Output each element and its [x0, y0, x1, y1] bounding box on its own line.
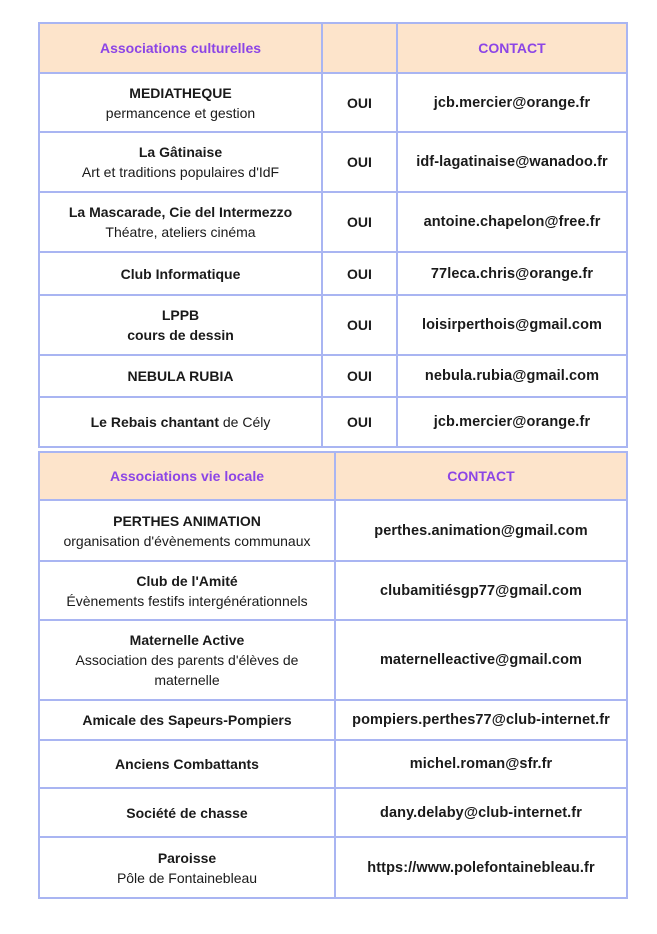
contact-email[interactable]: antoine.chapelon@free.fr [397, 192, 627, 252]
header-contact: CONTACT [335, 452, 627, 500]
association-name: Paroisse [157, 849, 217, 866]
table-row [39, 192, 627, 252]
status-cell: OUI [322, 192, 397, 252]
association-name-suffix: de Cély [219, 414, 271, 430]
association-name: Société de chasse [126, 804, 248, 821]
association-name: MEDIATHEQUE [129, 84, 232, 101]
status-cell: OUI [322, 397, 397, 447]
association-name: Le Rebais chantant [90, 414, 219, 430]
table-row [39, 561, 627, 620]
header-title: Associations culturelles [39, 23, 322, 73]
association-cell [39, 355, 322, 397]
contact-email[interactable]: pompiers.perthes77@club-internet.fr [335, 700, 627, 740]
association-cell [39, 192, 322, 252]
contact-email[interactable]: jcb.mercier@orange.fr [397, 397, 627, 447]
contact-email[interactable]: michel.roman@sfr.fr [335, 740, 627, 788]
contact-email[interactable]: jcb.mercier@orange.fr [397, 73, 627, 132]
association-description: cours de dessin [127, 327, 234, 343]
association-description: Association des parents d'élèves de maternelle [75, 652, 299, 688]
association-description: Théatre, ateliers cinéma [105, 224, 256, 240]
table-row [39, 620, 627, 700]
association-cell [39, 837, 335, 898]
table-row [39, 73, 627, 132]
header-middle [322, 23, 397, 73]
association-name: La Mascarade, Cie del Intermezzo [68, 204, 293, 220]
contact-email[interactable]: loisirperthois@gmail.com [397, 295, 627, 355]
contact-email[interactable]: clubamitiésgp77@gmail.com [335, 561, 627, 620]
culture-associations-table [38, 22, 628, 448]
association-cell [39, 561, 335, 620]
contact-email[interactable]: maternelleactive@gmail.com [335, 620, 627, 700]
table-header-row [39, 23, 627, 73]
association-cell [39, 620, 335, 700]
table-row [39, 295, 627, 355]
association-cell [39, 740, 335, 788]
association-cell [39, 397, 322, 447]
contact-email[interactable]: 77leca.chris@orange.fr [397, 252, 627, 295]
table-row [39, 788, 627, 837]
table-row [39, 740, 627, 788]
association-cell [39, 295, 322, 355]
association-cell [39, 700, 335, 740]
header-contact: CONTACT [397, 23, 627, 73]
table-row [39, 252, 627, 295]
status-cell: OUI [322, 295, 397, 355]
contact-email[interactable]: https://www.polefontainebleau.fr [335, 837, 627, 898]
association-cell [39, 132, 322, 192]
table-row [39, 500, 627, 561]
association-cell [39, 788, 335, 837]
status-cell: OUI [322, 132, 397, 192]
contact-email[interactable]: nebula.rubia@gmail.com [397, 355, 627, 397]
association-name: LPPB [161, 307, 200, 323]
association-name: Maternelle Active [129, 632, 245, 648]
association-description: permancence et gestion [105, 104, 256, 121]
association-cell [39, 73, 322, 132]
association-name: Anciens Combattants [115, 756, 259, 772]
table-row [39, 837, 627, 898]
association-cell [39, 252, 322, 295]
status-cell: OUI [322, 355, 397, 397]
association-name: Club Informatique [120, 265, 241, 282]
association-name: Amicale des Sapeurs-Pompiers [82, 712, 292, 728]
association-description: Pôle de Fontainebleau [116, 869, 258, 886]
status-cell: OUI [322, 73, 397, 132]
association-name: NEBULA RUBIA [127, 368, 234, 384]
table-header-row [39, 452, 627, 500]
association-cell [39, 500, 335, 561]
association-description: Évènements festifs intergénérationnels [66, 592, 308, 609]
association-name: Club de l'Amité [136, 572, 238, 589]
status-cell: OUI [322, 252, 397, 295]
association-name: PERTHES ANIMATION [113, 512, 261, 529]
table-row [39, 700, 627, 740]
local-associations-table [38, 451, 628, 899]
contact-email[interactable]: perthes.animation@gmail.com [335, 500, 627, 561]
header-title: Associations vie locale [39, 452, 335, 500]
table-row [39, 132, 627, 192]
contact-email[interactable]: idf-lagatinaise@wanadoo.fr [397, 132, 627, 192]
association-name: La Gâtinaise [138, 144, 223, 160]
table-row [39, 355, 627, 397]
contact-email[interactable]: dany.delaby@club-internet.fr [335, 788, 627, 837]
table-row [39, 397, 627, 447]
association-description: Art et traditions populaires d'IdF [81, 164, 280, 180]
association-description: organisation d'évènements communaux [63, 532, 311, 549]
